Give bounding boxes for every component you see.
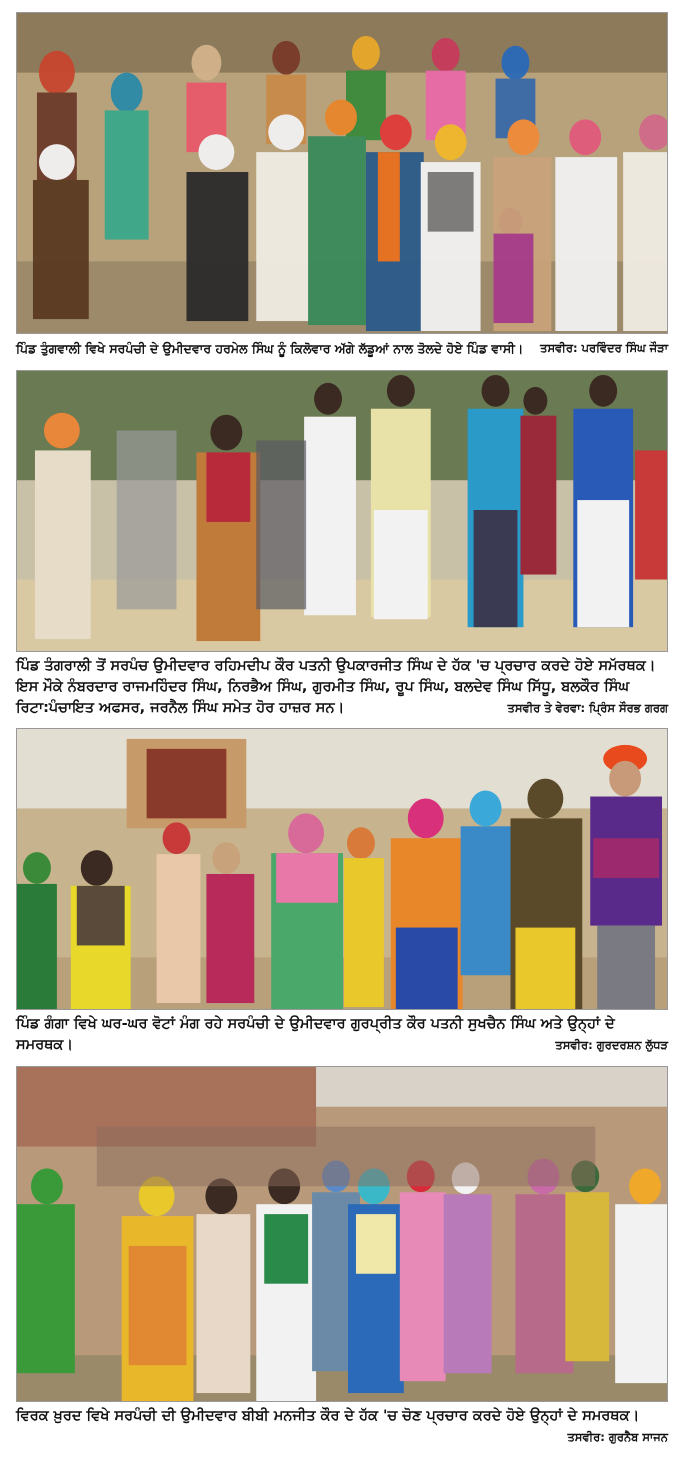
photo-4 xyxy=(16,1066,668,1402)
photo-block-3 xyxy=(16,728,668,1056)
photo-2 xyxy=(16,370,668,652)
caption-text-2: ਪਿੰਡ ਤੰਗਰਾਲੀ ਤੋਂ ਸਰਪੰਚ ਉਮੀਦਵਾਰ ਰਹਿਮਦੀਪ ਕੌਰ ਪਤਨੀ ਉਪਕਾਰਜੀਤ ਸਿੰਘ ਦੇ ਹੱਕ 'ਚ ਪ੍ਰਚਾਰ ਕਰਦੇ ਹੋਏ ਸਮੱਰਥਕ। ਇਸ ਮੌਕੇ ਨੰਬਰਦਾਰ ਰਾਜਮਹਿੰਦਰ ਸਿੰਘ, ਨਿਰਭੈਅ ਸਿੰਘ, ਗੁਰਮੀਤ ਸਿੰਘ, ਰੂਪ ਸਿੰਘ, ਬਲਦੇਵ ਸਿੰਘ ਸਿੱਧੂ, ਬਲਕੌਰ ਸਿੰਘ ਰਿਟਾ:ਪੰਚਾਇਤ ਅਫਸਰ, ਜਰਨੈਲ ਸਿੰਘ ਸਮੇਤ ਹੋਰ ਹਾਜ਼ਰ ਸਨ। xyxy=(16,658,656,716)
caption-text-1: ਪਿੰਡ ਤੁੰਗਵਾਲੀ ਵਿਖੇ ਸਰਪੰਚੀ ਦੇ ਉਮੀਦਵਾਰ ਹਰਮੇਲ ਸਿੰਘ ਨੂੰ ਕਿਲੋਵਾਰ ਅੱਗੇ ਲੱਡੂਆਂ ਨਾਲ ਤੋਲਦੇ ਹੋਏ ਪਿੰਡ ਵਾਸੀ। xyxy=(16,341,524,356)
photo-credit-3: ਤਸਵੀਰ: ਗੁਰਦਰਸ਼ਨ ਲੁੱਧੜ xyxy=(555,1038,668,1052)
photo-block-2 xyxy=(16,370,668,719)
photo-block-1 xyxy=(16,12,668,359)
caption-2 xyxy=(16,656,668,719)
photo-3 xyxy=(16,728,668,1010)
caption-4 xyxy=(16,1406,668,1444)
crowd-photo-3 xyxy=(17,729,667,1009)
photo-credit-1: ਤਸਵੀਰ: ਪਰਵਿੰਦਰ ਸਿੰਘ ਜੌੜਾ xyxy=(540,341,668,355)
photo-credit-2: ਤਸਵੀਰ ਤੇ ਵੇਰਵਾ: ਪ੍ਰਿੰਸ ਸੌਰਭ ਗਰਗ xyxy=(507,701,668,715)
caption-3 xyxy=(16,1014,668,1056)
photo-credit-4: ਤਸਵੀਰ: ਗੁਰਨੈਬ ਸਾਜਨ xyxy=(567,1430,668,1444)
photo-1 xyxy=(16,12,668,334)
caption-1 xyxy=(16,338,668,359)
caption-text-3: ਪਿੰਡ ਗੰਗਾ ਵਿਖੇ ਘਰ-ਘਰ ਵੋਟਾਂ ਮੰਗ ਰਹੇ ਸਰਪੰਚੀ ਦੇ ਉਮੀਦਵਾਰ ਗੁਰਪ੍ਰੀਤ ਕੌਰ ਪਤਨੀ ਸੁਖਚੈਨ ਸਿੰਘ ਅਤੇ ਉਨ੍ਹਾਂ ਦੇ ਸਮਰਥਕ। xyxy=(16,1016,615,1053)
caption-text-4: ਵਿਰਕ ਖ਼ੁਰਦ ਵਿਖੇ ਸਰਪੰਚੀ ਦੀ ਉਮੀਦਵਾਰ ਬੀਬੀ ਮਨਜੀਤ ਕੌਰ ਦੇ ਹੱਕ 'ਚ ਚੋਣ ਪ੍ਰਚਾਰ ਕਰਦੇ ਹੋਏ ਉਨ੍ਹਾਂ ਦੇ ਸਮਰਥਕ। xyxy=(16,1408,640,1424)
crowd-photo-4 xyxy=(17,1067,667,1401)
photo-block-4 xyxy=(16,1066,668,1448)
crowd-photo-1 xyxy=(17,13,667,333)
crowd-photo-2 xyxy=(17,371,667,651)
